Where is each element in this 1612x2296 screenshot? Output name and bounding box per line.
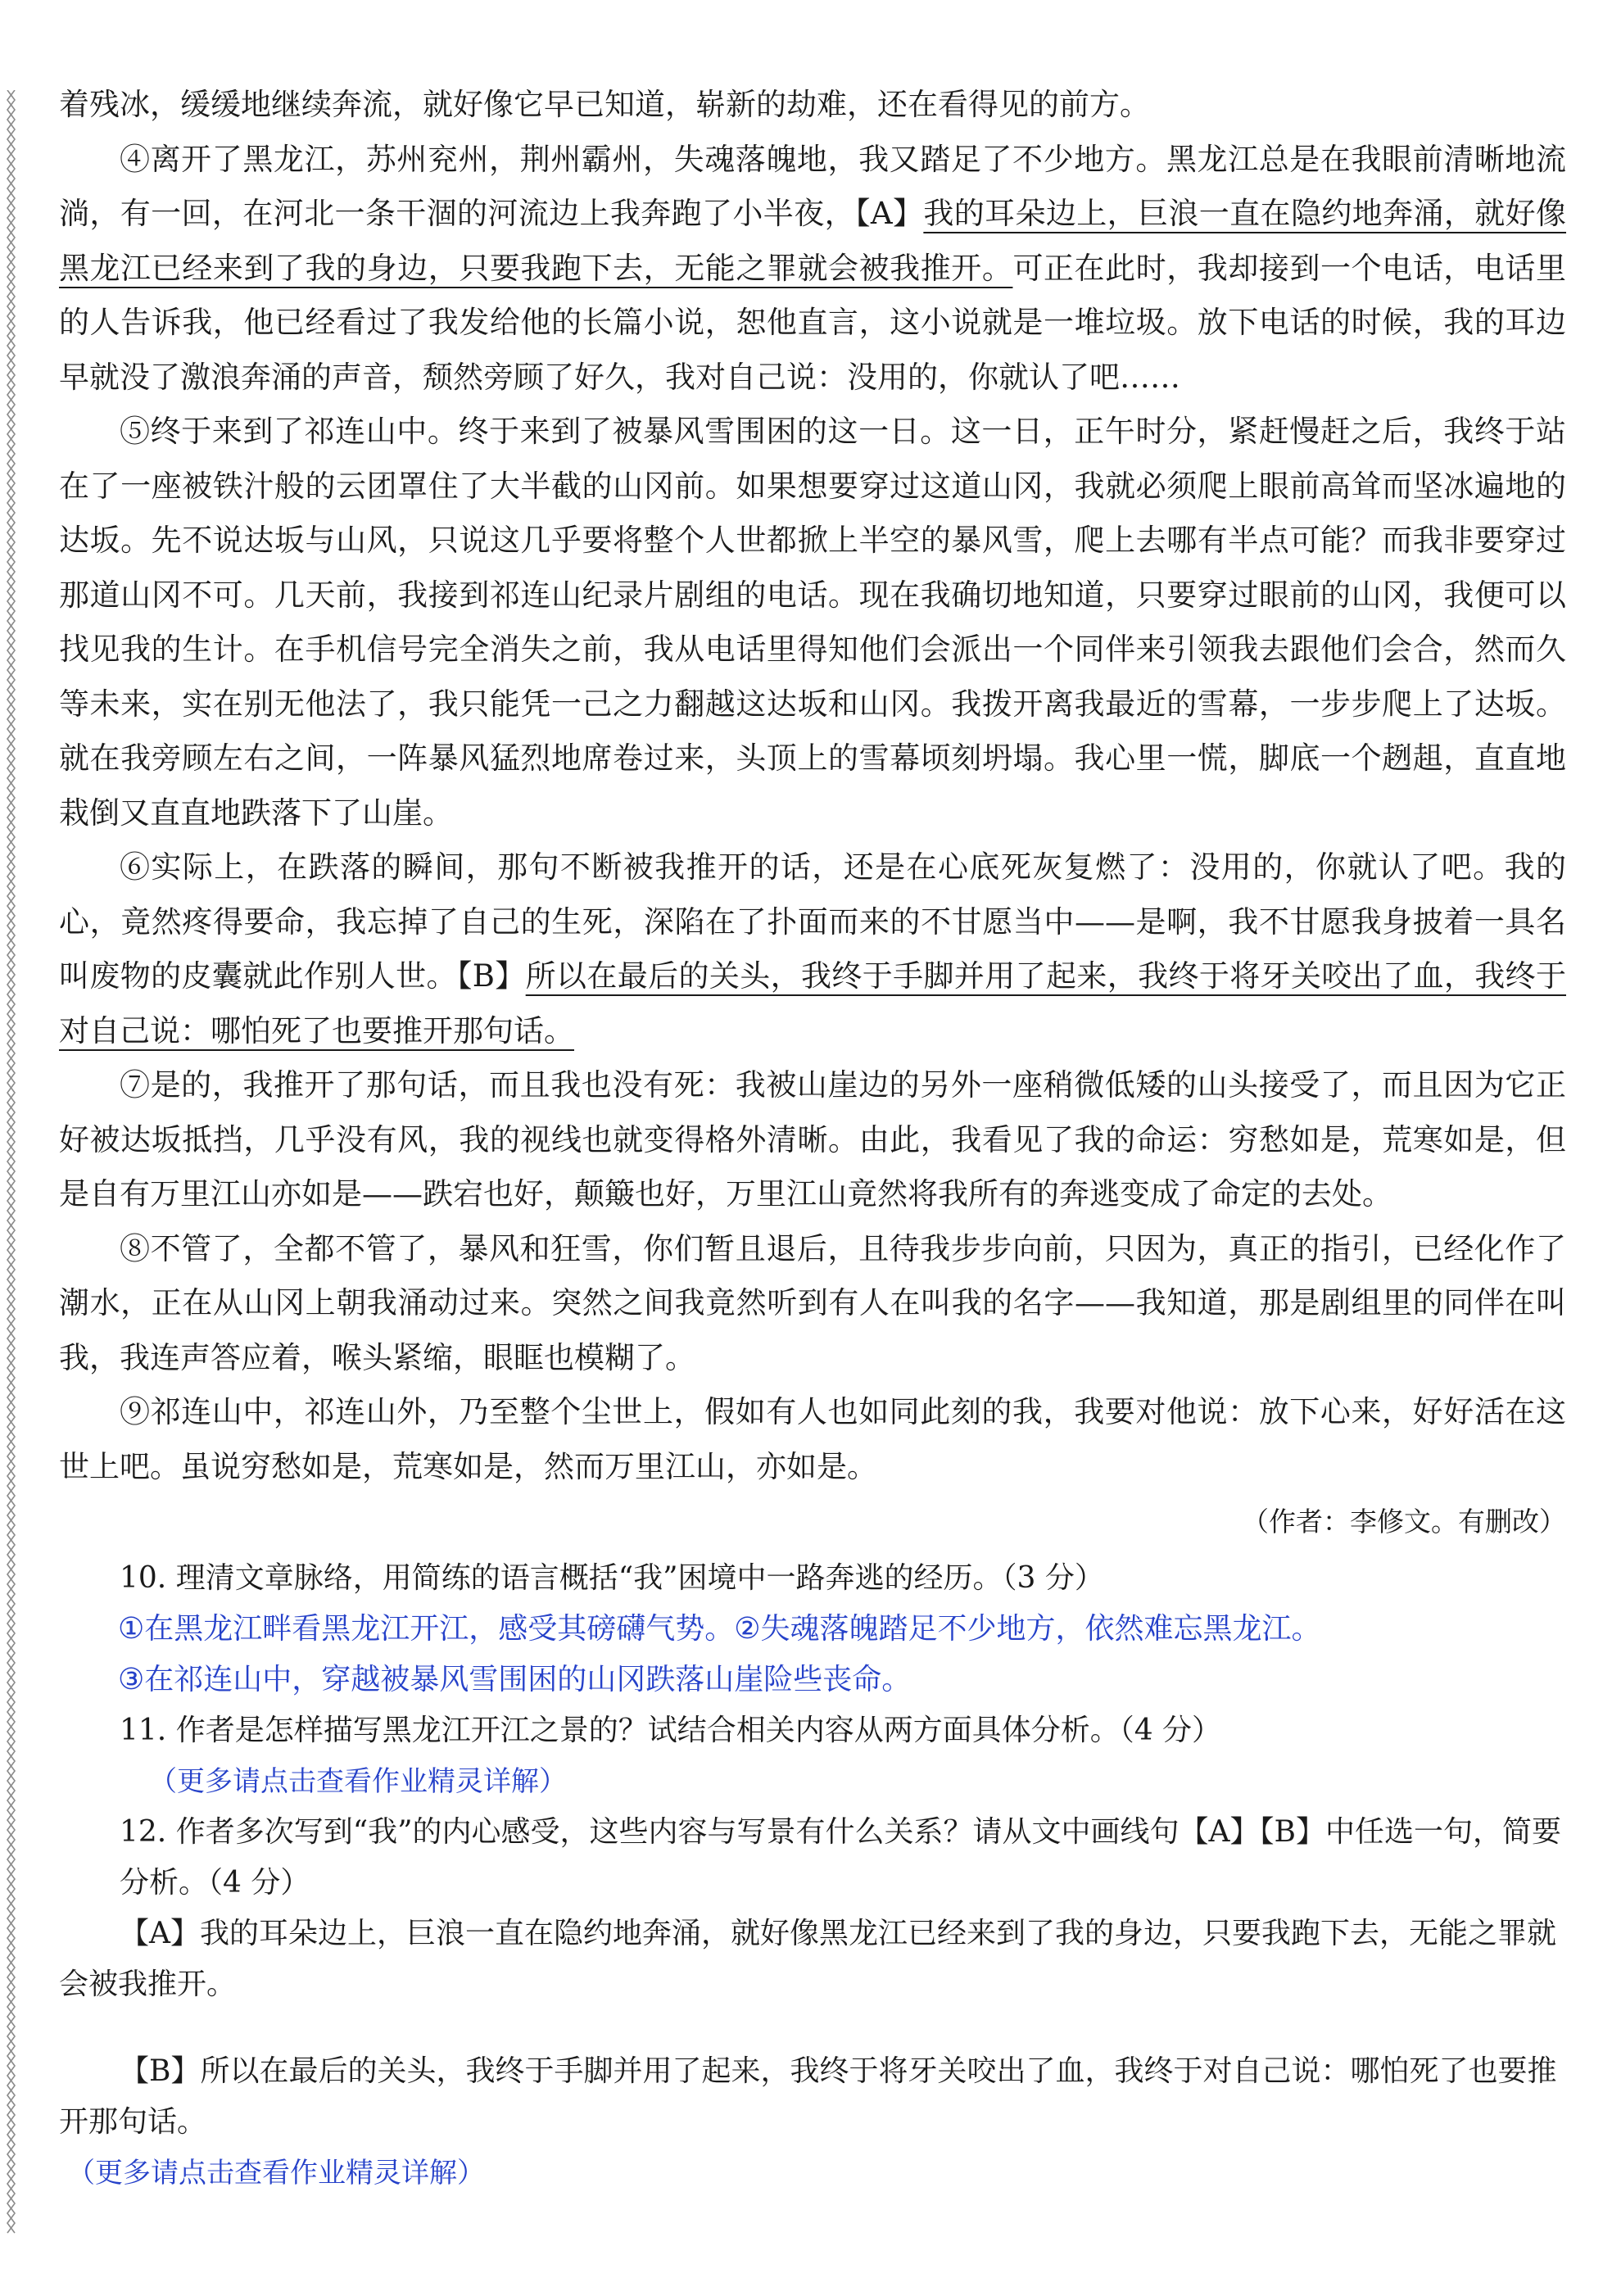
question-10-answer-line-1: ①在黑龙江畔看黑龙江开江，感受其磅礴气势。②失魂落魄踏足不少地方，依然难忘黑龙江。: [118, 1612, 1321, 1646]
question-10-answer-line-2: ③在祁连山中，穿越被暴风雪围困的山冈跌落山崖险些丧命。: [118, 1663, 912, 1696]
question-12-option-a: 【A】我的耳朵边上，巨浪一直在隐约地奔涌，就好像黑龙江已经来到了我的身边，只要我跑下去，无能之罪就会被我推开。: [59, 1917, 1556, 2001]
p4-text-after: 可正在此时，我却接到一个电话，电话里的人告诉我，他已经看过了我发给他的长篇小说，恕他直言，这小说就是一堆垃圾。放下电话的时候，我的耳边早就没了激浪奔涌的声音，颓然旁顾了好久，我对自己说：没用的，你就认了吧……: [59, 250, 1566, 395]
question-11-detail-link[interactable]: （更多请点击查看作业精灵详解）: [149, 1765, 567, 1798]
p6-text-before: ⑥实际上，在跌落的瞬间，那句不断被我推开的话，还是在心底死灰复燃了：没用的，你就认了吧。我的心，竟然疼得要命，我忘掉了自己的生死，深陷在了扑面而来的不甘愿当中——是啊，我不甘愿我身披着一具名叫废物的皮囊就此作别人世。: [59, 849, 1566, 994]
document-page: [59, 78, 1566, 2199]
passage-paragraph-8: ⑧不管了，全都不管了，暴风和狂雪，你们暂且退后，且待我步步向前，只因为，真正的指引，已经化作了潮水，正在从山冈上朝我涌动过来。突然之间我竟然听到有人在叫我的名字——我知道，那是剧组里的同伴在叫我，我连声答应着，喉头紧缩，眼眶也模糊了。: [59, 1230, 1566, 1375]
passage-paragraph-4: [59, 133, 1566, 405]
question-10: 10. 理清文章脉络，用简练的语言概括“我”困境中一路奔逃的经历。（3 分）: [120, 1561, 1104, 1595]
underlined-sentence-b: 所以在最后的关头，我终于手脚并用了起来，我终于将牙关咬出了血，我终于对自己说：哪怕死了也要推开那句话。: [59, 958, 1566, 1048]
passage-paragraph-7: ⑦是的，我推开了那句话，而且我也没有死：我被山崖边的另外一座稍微低矮的山头接受了，而且因为它正好被达坂抵挡，几乎没有风，我的视线也就变得格外清晰。由此，我看见了我的命运：穷愁如是，荒寒如是，但是自有万里江山亦如是——跌宕也好，颠簸也好，万里江山竟然将我所有的奔逃变成了命定的去处。: [59, 1067, 1566, 1211]
answer-space-a: [59, 2010, 1566, 2046]
passage-paragraph-6: [59, 840, 1566, 1058]
zigzag-border-icon: [5, 90, 18, 2236]
question-12-detail-link[interactable]: （更多请点击查看作业精灵详解）: [67, 2157, 485, 2190]
question-12: 12. 作者多次写到“我”的内心感受，这些内容与写景有什么关系？请从文中画线句【A】【B】中任选一句，简要分析。（4 分）: [120, 1815, 1561, 1900]
passage-paragraph-intro: 着残冰，缓缓地继续奔流，就好像它早已知道，崭新的劫难，还在看得见的前方。: [59, 87, 1150, 122]
p4-text-before: ④离开了黑龙江，苏州兖州，荆州霸州，失魂落魄地，我又踏足了不少地方。黑龙江总是在我眼前清晰地流淌，有一回，在河北一条干涸的河流边上我奔跑了小半夜，: [59, 141, 1566, 231]
question-11: 11. 作者是怎样描写黑龙江开江之景的？试结合相关内容从两方面具体分析。（4 分）: [120, 1714, 1222, 1747]
p4-tag-a: 【A】: [854, 196, 924, 231]
underlined-sentence-a: 我的耳朵边上，巨浪一直在隐约地奔涌，就好像黑龙江已经来到了我的身边，只要我跑下去，无能之罪就会被我推开。: [59, 196, 1567, 286]
author-credit: （作者：李修文。有删改）: [1242, 1506, 1566, 1537]
question-12-option-b: 【B】所以在最后的关头，我终于手脚并用了起来，我终于将牙关咬出了血，我终于对自己说：哪怕死了也要推开那句话。: [59, 2054, 1557, 2139]
passage-paragraph-5: ⑤终于来到了祁连山中。终于来到了被暴风雪围困的这一日。这一日，正午时分，紧赶慢赶之后，我终于站在了一座被铁汁般的云团罩住了大半截的山冈前。如果想要穿过这道山冈，我就必须爬上眼前高耸而坚冰遍地的达坂。先不说达坂与山风，只说这几乎要将整个人世都掀上半空的暴风雪，爬上去哪有半点可能？而我非要穿过那道山冈不可。几天前，我接到祁连山纪录片剧组的电话。现在我确切地知道，只要穿过眼前的山冈，我便可以找见我的生计。在手机信号完全消失之前，我从电话里得知他们会派出一个同伴来引领我去跟他们会合，然而久等未来，实在别无他法了，我只能凭一己之力翻越这达坂和山冈。我拨开离我最近的雪幕，一步步爬上了达坂。就在我旁顾左右之间，一阵暴风猛烈地席卷过来，头顶上的雪幕顷刻坍塌。我心里一慌，脚底一个趔趄，直直地栽倒又直直地跌落下了山崖。: [59, 414, 1566, 831]
p6-tag-b: 【B】: [456, 958, 526, 994]
passage-paragraph-9: ⑨祁连山中，祁连山外，乃至整个尘世上，假如有人也如同此刻的我，我要对他说：放下心来，好好活在这世上吧。虽说穷愁如是，荒寒如是，然而万里江山，亦如是。: [59, 1394, 1566, 1484]
